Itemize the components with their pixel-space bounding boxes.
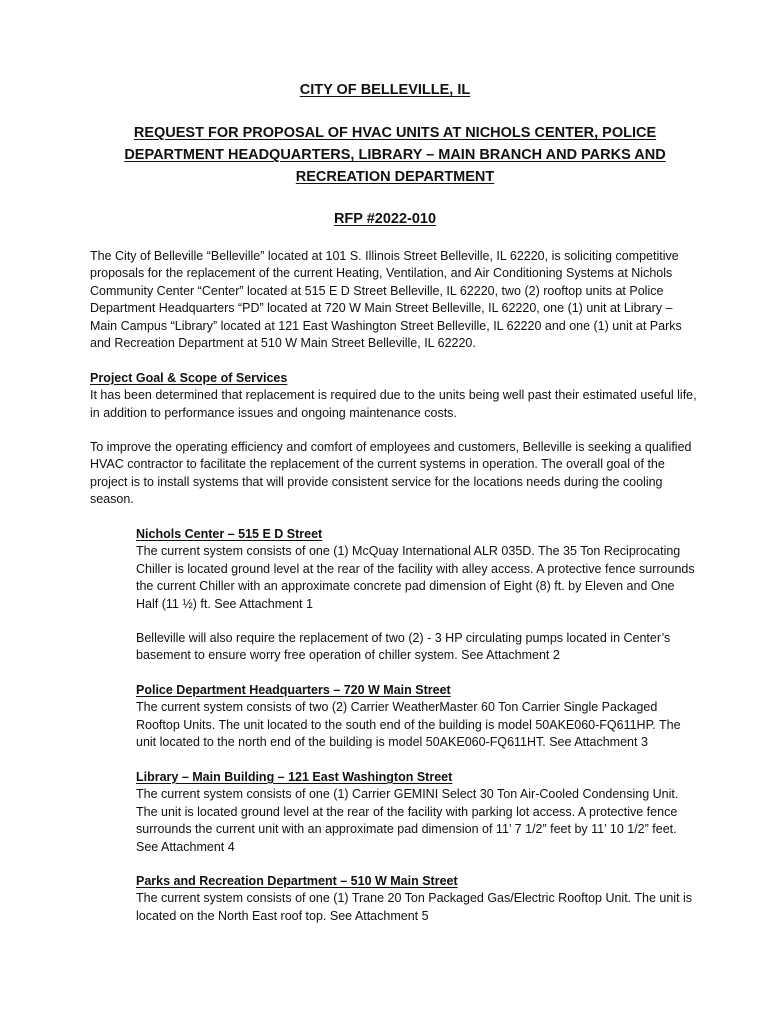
site-library-main bbox=[136, 769, 700, 856]
rfp-heading: REQUEST FOR PROPOSAL OF HVAC UNITS AT NICHOLS CENTER, POLICE DEPARTMENT HEADQUARTERS, LIBRARY – MAIN BRANCH AND PARKS AND RECREATION DEPARTMENT bbox=[124, 125, 666, 185]
site-parks-heading: Parks and Recreation Department – 510 W Main Street bbox=[136, 874, 458, 888]
site-police-heading: Police Department Headquarters – 720 W Main Street bbox=[136, 683, 451, 697]
city-title: CITY OF BELLEVILLE, IL bbox=[299, 82, 471, 98]
site-police-headquarters bbox=[136, 682, 700, 752]
site-library-heading: Library – Main Building – 121 East Washington Street bbox=[136, 770, 453, 784]
site-police-text: The current system consists of two (2) Carrier WeatherMaster 60 Ton Carrier Single Packaged Rooftop Units. The unit located to the south end of the building is model 50AKE060-FQ611HP. The unit located to the north end of the building is model 50AKE060-FQ611HT. See Attachment 3 bbox=[136, 700, 681, 750]
project-goal-text: It has been determined that replacement is required due to the units being well past their estimated useful life, in addition to performance issues and ongoing maintenance costs. bbox=[90, 388, 697, 420]
site-nichols-heading: Nichols Center – 515 E D Street bbox=[136, 527, 323, 541]
site-parks-text: The current system consists of one (1) Trane 20 Ton Packaged Gas/Electric Rooftop Unit. The unit is located on the North East roof top. See Attachment 5 bbox=[136, 891, 693, 923]
rfp-number: RFP #2022-010 bbox=[333, 211, 437, 227]
site-parks-recreation bbox=[136, 873, 700, 925]
site-nichols-center bbox=[136, 526, 700, 613]
intro-paragraph: The City of Belleville “Belleville” located at 101 S. Illinois Street Belleville, IL 62220, is soliciting competitive proposals for the replacement of the current Heating, Ventilation, and Air Conditioning Systems at Nichols Community Center “Center” located at 515 E D Street Belleville, IL 62220, two (2) rooftop units at Police Department Headquarters “PD” located at 720 W Main Street Belleville, IL 62220, one (1) unit at Library – Main Campus “Library” located at 121 East Washington Street Belleville, IL 62220 and one (1) unit at Parks and Recreation Department at 510 W Main Street Belleville, IL 62220. bbox=[90, 249, 682, 351]
site-pumps-text: Belleville will also require the replacement of two (2) - 3 HP circulating pumps located in Center’s basement to ensure worry free operation of chiller system. See Attachment 2 bbox=[136, 631, 671, 663]
site-nichols-text: The current system consists of one (1) McQuay International ALR 035D. The 35 Ton Reciprocating Chiller is located ground level at the rear of the facility with alley access. A protective fence surrounds the current Chiller with an approximate concrete pad dimension of Eight (8) ft. by Eleven and One Half (11 ½) ft. See Attachment 1 bbox=[136, 544, 695, 611]
site-library-text: The current system consists of one (1) Carrier GEMINI Select 30 Ton Air-Cooled Condensing Unit. The unit is located ground level at the rear of the facility with parking lot access. A protective fence surrounds the current unit with an approximate pad dimension of 11’ 7 1/2” feet by 11’ 10 1/2” feet. See Attachment 4 bbox=[136, 787, 679, 854]
project-goal-section bbox=[90, 370, 700, 422]
project-goal-heading: Project Goal & Scope of Services bbox=[90, 371, 288, 385]
improve-paragraph: To improve the operating efficiency and comfort of employees and customers, Belleville is seeking a qualified HVAC contractor to facilitate the replacement of the current systems in operation. The overall goal of the project is to install systems that will provide consistent service for the locations needs during the cooling season. bbox=[90, 440, 692, 507]
site-nichols-pumps bbox=[136, 630, 700, 665]
